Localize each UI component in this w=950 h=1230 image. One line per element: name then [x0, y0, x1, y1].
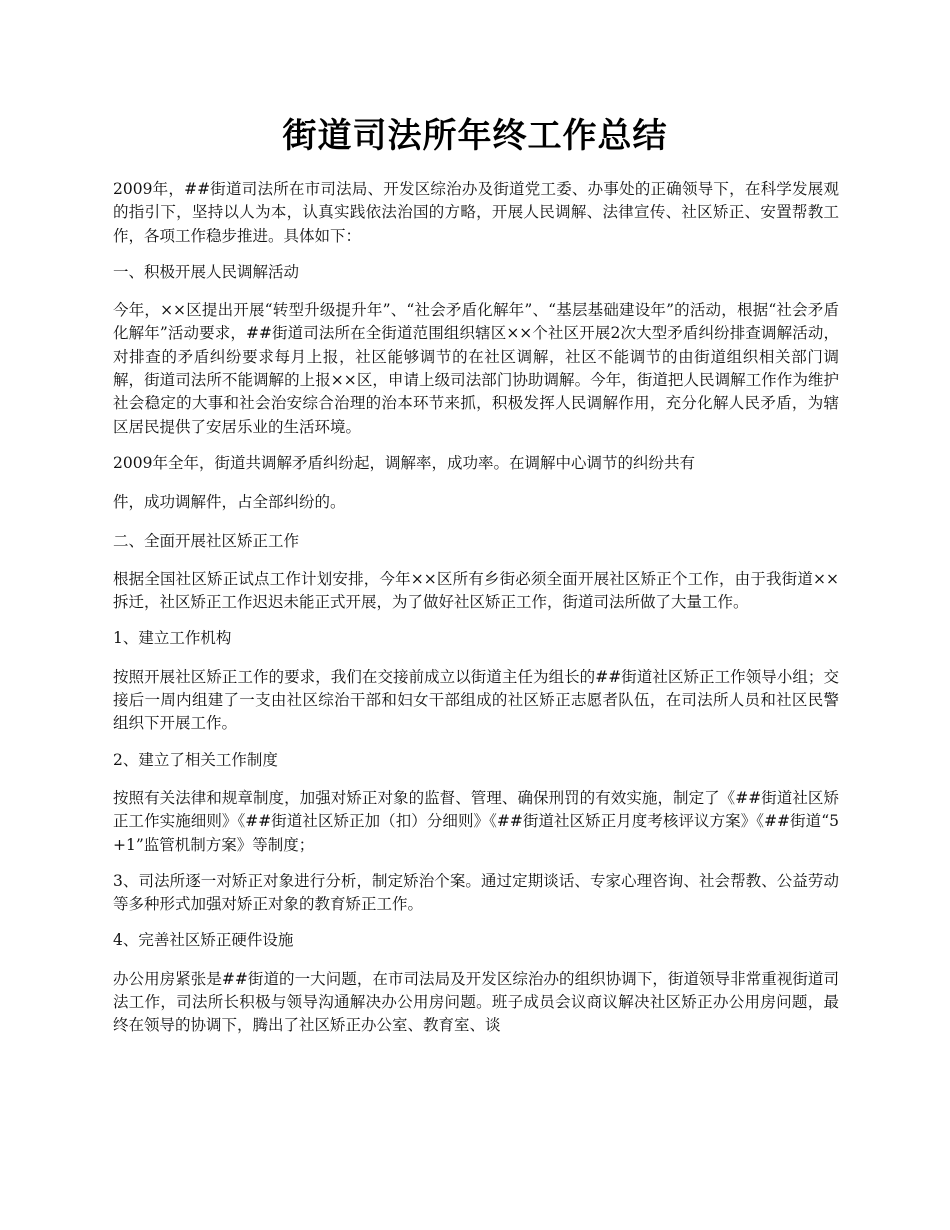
subheading-facilities: 4、完善社区矫正硬件设施	[113, 931, 294, 950]
intro-paragraph: 2009年，##街道司法所在市司法局、开发区综治办及街道党工委、办事处的正确领导下，在科学发展观的指引下，坚持以人为本，认真实践依法治国的方略，开展人民调解、法律宣传、社区矫正、安置帮教工作，各项工作稳步推进。具体如下：	[113, 180, 839, 245]
work-system-paragraph: 按照有关法律和规章制度，加强对矫正对象的监督、管理、确保刑罚的有效实施，制定了《##街道社区矫正工作实施细则》《##街道社区矫正加（扣）分细则》《##街道社区矫正月度考核评议方案》《##街道“5+1”监管机制方案》等制度；	[113, 788, 839, 854]
mediation-stats-line-2: 件，成功调解件，占全部纠纷的。	[113, 493, 346, 512]
section-heading-mediation: 一、积极开展人民调解活动	[113, 262, 300, 281]
mediation-stats-line-1: 2009年全年，街道共调解矛盾纠纷起，调解率，成功率。在调解中心调节的纠纷共有	[113, 453, 695, 472]
correction-paragraph: 根据全国社区矫正试点工作计划安排，今年××区所有乡街必须全面开展社区矫正个工作，由于我街道××拆迁，社区矫正工作迟迟未能正式开展，为了做好社区矫正工作，街道司法所做了大量工作。	[113, 569, 839, 612]
facilities-paragraph: 办公用房紧张是##街道的一大问题，在市司法局及开发区综治办的组织协调下，街道领导非常重视街道司法工作，司法所长积极与领导沟通解决办公用房问题。班子成员会议商议解决社区矫正办公用房问题，最终在领导的协调下，腾出了社区矫正办公室、教育室、谈	[113, 969, 839, 1035]
subheading-work-system: 2、建立了相关工作制度	[113, 750, 278, 769]
section-heading-correction: 二、全面开展社区矫正工作	[113, 531, 300, 550]
document-title: 街道司法所年终工作总结	[282, 116, 668, 156]
work-organization-paragraph: 按照开展社区矫正工作的要求，我们在交接前成立以街道主任为组长的##街道社区矫正工作领导小组；交接后一周内组建了一支由社区综治干部和妇女干部组成的社区矫正志愿者队伍，在司法所人员和社区民警组织下开展工作。	[113, 667, 839, 733]
subheading-work-organization: 1、建立工作机构	[113, 629, 232, 648]
mediation-paragraph: 今年，××区提出开展“转型升级提升年”、“社会矛盾化解年”、“基层基础建设年”的活动，根据“社会矛盾化解年”活动要求，##街道司法所在全街道范围组织辖区××个社区开展2次大型矛盾纠纷排查调解活动，对排查的矛盾纠纷要求每月上报，社区能够调节的在社区调解，社区不能调节的由街道组织相关部门调解，街道司法所不能调解的上报××区，申请上级司法部门协助调解。今年，街道把人民调解工作作为维护社会稳定的大事和社会治安综合治理的治本环节来抓，积极发挥人民调解作用，充分化解人民矛盾，为辖区居民提供了安居乐业的生活环境。	[113, 301, 839, 436]
document-body	[113, 178, 839, 1051]
case-analysis-paragraph: 3、司法所逐一对矫正对象进行分析，制定矫治个案。通过定期谈话、专家心理咨询、社会帮教、公益劳动等多种形式加强对矫正对象的教育矫正工作。	[113, 871, 839, 914]
